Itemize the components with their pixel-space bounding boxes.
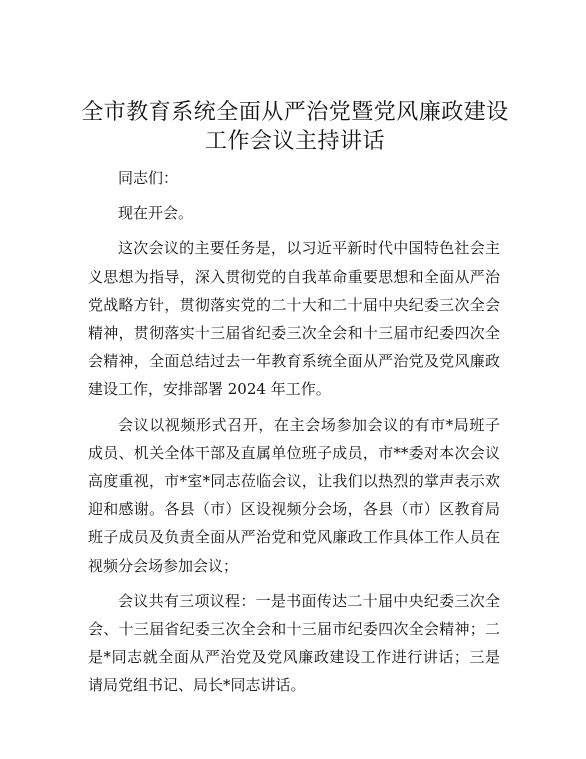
paragraph-opening: 现在开会。 [118,204,194,223]
document-body [88,164,500,707]
document-title: 全市教育系统全面从严治党暨党风廉政建设工作会议主持讲话 [81,100,509,154]
greeting: 同志们： [118,169,179,187]
paragraph-format: 会议以视频形式召开，在主会场参加会议的有市*局班子成员、机关全体干部及直属单位班子成员，市**委对本次会议高度重视，市*室*同志莅临会议，让我们以热烈的掌声表示欢迎和感谢。各县（市）区设视频分会场，各县（市）区教育局班子成员及负责全面从严治党和党风廉政工作具体工作人员在视频分会场参加会议； [88,415,500,575]
paragraph-agenda: 会议共有三项议程：一是书面传达二十届中央纪委三次全会、十三届省纪委三次全会和十三届市纪委四次全会精神；二是*同志就全面从严治党及党风廉政建设工作进行讲话；三是请局党组书记、局长*同志讲话。 [88,591,500,695]
paragraph-tasks: 这次会议的主要任务是，以习近平新时代中国特色社会主义思想为指导，深入贯彻党的自我革命重要思想和全面从严治党战略方针，贯彻落实党的二十大和二十届中央纪委三次全会精神，贯彻落实十三届省纪委三次全会和十三届市纪委四次全会精神，全面总结过去一年教育系统全面从严治党及党风廉政建设工作，安排部署 2024 年工作。 [88,239,500,399]
